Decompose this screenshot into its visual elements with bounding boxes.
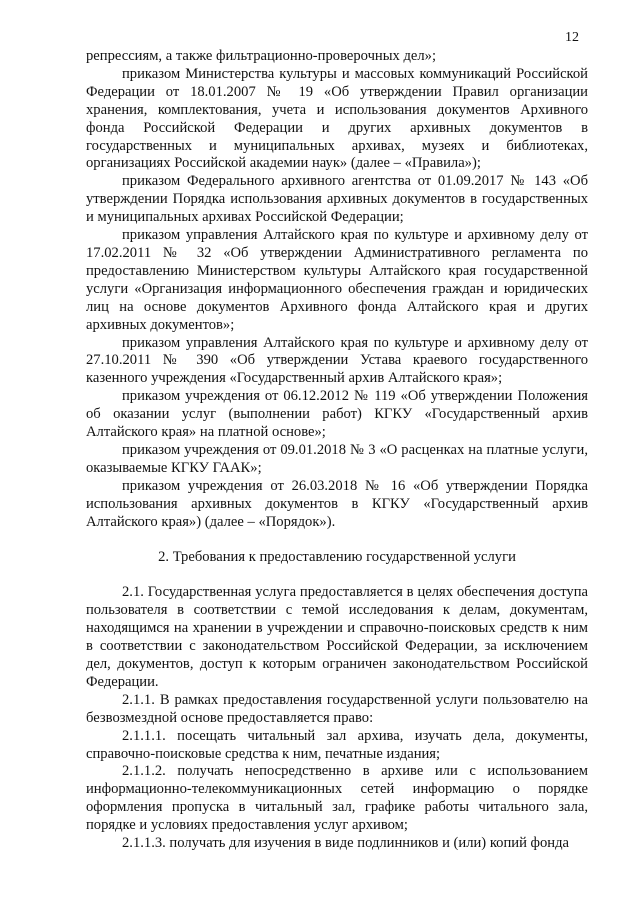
paragraph-2-1-1-3: 2.1.1.3. получать для изучения в виде подлинников и (или) копий фонда <box>122 835 570 852</box>
page-number: 12 <box>565 30 579 45</box>
document-body <box>86 48 588 853</box>
paragraph-order-federal-archive-agency: приказом Федерального архивного агентства от 01.09.2017 № 143 «Об утверждении Порядка использования архивных документов в государственных и муниципальных архивах Российской Федерации; <box>86 173 588 226</box>
paragraph-continuation: репрессиям, а также фильтрационно-проверочных дел»; <box>86 48 437 64</box>
paragraph-order-institution-16: приказом учреждения от 26.03.2018 № 16 «Об утверждении Порядка использования архивных документов в КГКУ «Государственный архив Алтайского края») (далее – «Порядок»). <box>86 477 588 530</box>
paragraph-order-ministry-culture: приказом Министерства культуры и массовых коммуникаций Российской Федерации от 18.01.2007 № 19 «Об утверждении Правил организации хранения, комплектования, учета и использования документов Архивного фонда Российской Федерации и других архивных документов в государственных и муниципальных архивах, музеях и библиотеках, организациях Российской академии наук» (далее – «Правила»); <box>86 65 588 172</box>
paragraph-order-institution-119: приказом учреждения от 06.12.2012 № 119 «Об утверждении Положения об оказании услуг (выполнении работ) КГКУ «Государственный архив Алтайского края» на платной основе»; <box>86 388 588 441</box>
paragraph-2-1-1: 2.1.1. В рамках предоставления государственной услуги пользователю на безвозмездной основе предоставляется право: <box>86 691 588 726</box>
paragraph-2-1-1-1: 2.1.1.1. посещать читальный зал архива, изучать дела, документы, справочно-поисковые средства к ним, печатные издания; <box>86 727 588 762</box>
paragraph-order-altai-2011-390: приказом управления Алтайского края по культуре и архивному делу от 27.10.2011 № 390 «Об утверждении Устава краевого государственного казенного учреждения «Государственный архив Алтайского края»; <box>86 334 588 387</box>
paragraph-2-1-1-2: 2.1.1.2. получать непосредственно в архиве или с использованием информационно-телекоммуникационных сетей информацию о порядке оформления пропуска в читальный зал, графике работы читального зала, порядке и условиях предоставления услуг архивом; <box>86 763 588 834</box>
paragraph-order-institution-3: приказом учреждения от 09.01.2018 № 3 «О расценках на платные услуги, оказываемые КГКУ ГААК»; <box>86 441 588 476</box>
section-heading: 2. Требования к предоставлению государственной услуги <box>158 549 516 566</box>
paragraph-order-altai-2011-32: приказом управления Алтайского края по культуре и архивному делу от 17.02.2011 № 32 «Об утверждении Административного регламента по предоставлению Министерством культуры Алтайского края государственной услуги «Организация информационного обеспечения граждан и юридических лиц на основе документов Архивного фонда Алтайского края и других архивных документов»; <box>86 227 588 333</box>
paragraph-2-1: 2.1. Государственная услуга предоставляется в целях обеспечения доступа пользователя в соответствии с темой исследования к делам, документам, находящимся на хранении в учреждении и справочно-поисковых средств к ним в соответствии с законодательством Российской Федерации, за исключением дел, документов, доступ к которым ограничен законодательством Российской Федерации. <box>86 584 588 690</box>
